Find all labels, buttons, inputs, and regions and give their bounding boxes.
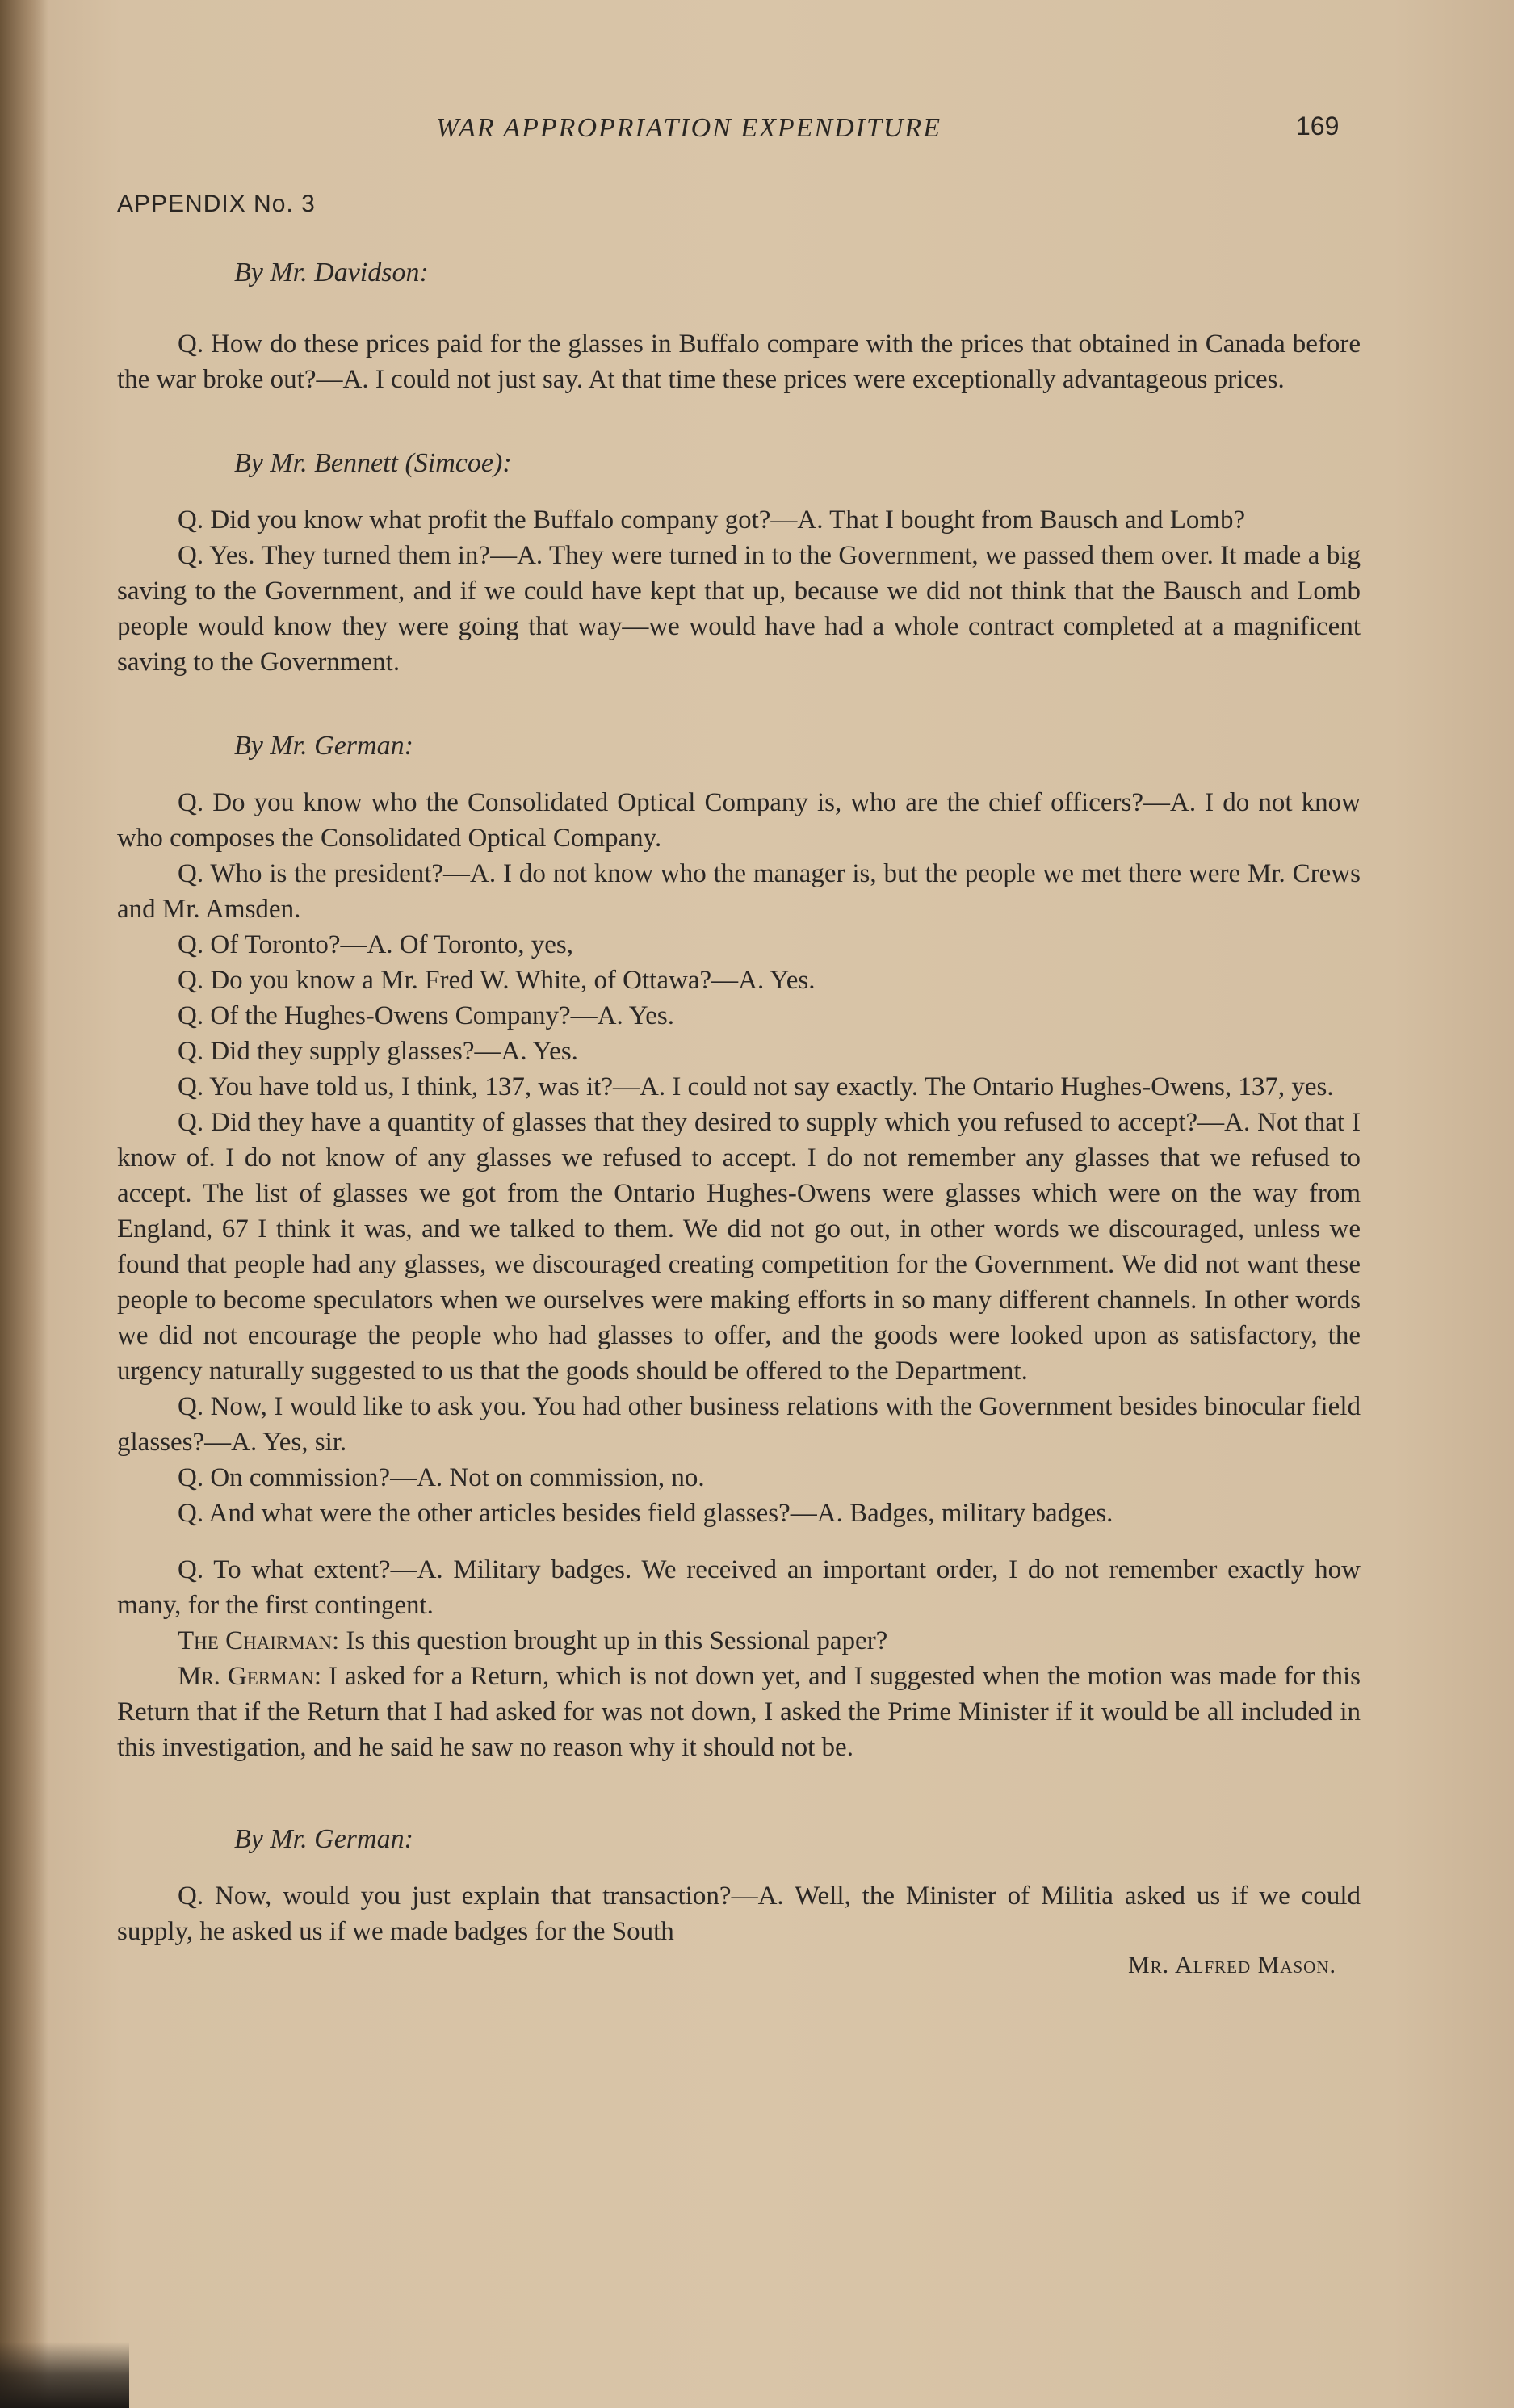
running-title: WAR APPROPRIATION EXPENDITURE: [436, 113, 942, 143]
paragraph: Q. Who is the president?—A. I do not know who the manager is, but the people we met there were Mr. Crews and Mr. Amsden.: [117, 859, 1361, 924]
speaker-name: The Chairman:: [178, 1626, 340, 1655]
appendix-label: APPENDIX No. 3: [117, 191, 316, 217]
paragraph: Q. Did they supply glasses?—A. Yes.: [178, 1037, 578, 1066]
paragraph: Q. Now, I would like to ask you. You had other business relations with the Government besides binocular field glasses?—A. Yes, sir.: [117, 1392, 1361, 1457]
paragraph: Q. Yes. They turned them in?—A. They were turned in to the Government, we passed them over. It made a big saving to the Government, and if we could have kept that up, because we did not think that the Bausch and Lomb people would know they were going that way—we would have had a whole contract completed at a magnificent saving to the Government.: [117, 541, 1361, 677]
remark-text: Is this question brought up in this Sessional paper?: [346, 1626, 888, 1655]
paragraph: Q. Of the Hughes-Owens Company?—A. Yes.: [178, 1001, 675, 1030]
paragraph: Q. Did they have a quantity of glasses that they desired to supply which you refused to accept?—A. Not that I know of. I do not know of any glasses we refused to accept. I do not remember any glasses that we refused to accept. The list of glasses we got from the Ontario Hughes-Owens were glasses which were on the way from England, 67 I think it was, and we talked to them. We did not go out, in other words we discouraged, unless we found that people had any glasses, we discouraged creating competition for the Government. We did not want these people to become speculators when we ourselves were making efforts in so many different channels. In other words we did not encourage the people who had glasses to offer, and the goods were looked upon as satisfactory, the urgency naturally suggested to us that the goods should be offered to the Department.: [117, 1108, 1361, 1386]
paragraph: Q. To what extent?—A. Military badges. We received an important order, I do not remember exactly how many, for the first contingent.: [117, 1555, 1361, 1620]
corner-shadow: [0, 2342, 129, 2408]
speaker-name: Mr. German:: [178, 1662, 321, 1691]
transcript-body: [117, 234, 1361, 1982]
paragraph: Q. Of Toronto?—A. Of Toronto, yes,: [178, 930, 574, 959]
paragraph: Q. On commission?—A. Not on commission, no.: [178, 1463, 705, 1492]
section-heading: By Mr. Davidson:: [234, 258, 429, 287]
speaker-signature: Mr. Alfred Mason.: [1127, 1952, 1336, 1978]
paragraph: Q. Now, would you just explain that transaction?—A. Well, the Minister of Militia asked us if we could supply, he asked us if we made badges for the South: [117, 1882, 1361, 1946]
paragraph: Q. Do you know who the Consolidated Optical Company is, who are the chief officers?—A. I do not know who composes the Consolidated Optical Company.: [117, 788, 1361, 853]
book-spine-shadow: [0, 0, 48, 2408]
page-number: 169: [1296, 111, 1340, 141]
remark-text: I asked for a Return, which is not down yet, and I suggested when the motion was made for this Return that if the Return that I had asked for was not down, I asked the Prime Minister if it would be all included in this investigation, and he said he saw no reason why it should not be.: [117, 1662, 1361, 1762]
paragraph: Q. And what were the other articles besides field glasses?—A. Badges, military badges.: [178, 1499, 1113, 1528]
section-heading: By Mr. Bennett (Simcoe):: [234, 448, 512, 478]
german-remark: [117, 1659, 1361, 1765]
paragraph: Q. Do you know a Mr. Fred W. White, of Ottawa?—A. Yes.: [178, 966, 816, 995]
section-heading: By Mr. German:: [234, 1824, 413, 1854]
chairman-remark: [117, 1623, 1361, 1659]
paragraph: Q. Did you know what profit the Buffalo company got?—A. That I bought from Bausch and Lomb?: [178, 506, 1246, 535]
paragraph: Q. How do these prices paid for the glasses in Buffalo compare with the prices that obtained in Canada before the war broke out?—A. I could not just say. At that time these prices were exceptionally advantageous prices.: [117, 329, 1361, 394]
paragraph: Q. You have told us, I think, 137, was it?—A. I could not say exactly. The Ontario Hughes-Owens, 137, yes.: [178, 1072, 1334, 1101]
section-heading: By Mr. German:: [234, 731, 413, 761]
